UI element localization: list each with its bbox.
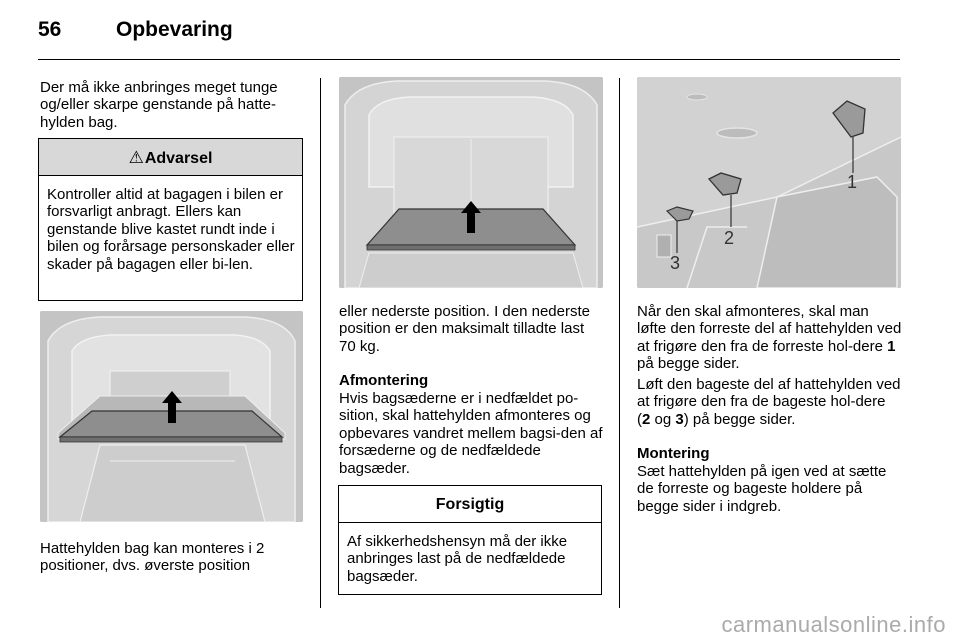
- removal-rear-paragraph: Løft den bageste del af hattehylden ved at frigøre den fra de bageste hol-dere (2 og 3) på begge sider.: [637, 376, 901, 428]
- warning-title: Advarsel: [144, 150, 213, 167]
- caution-header: Forsigtig: [339, 486, 601, 523]
- afmontering-heading: Afmontering: [339, 372, 429, 389]
- removal-front-paragraph: Når den skal afmonteres, skal man løfte den forreste del af hattehylden ved at frigøre den fra de forreste hol-dere 1 på begge sider.: [637, 303, 902, 373]
- caution-box: [338, 485, 602, 595]
- warning-icon: ⚠: [128, 148, 144, 167]
- page-title: Opbevaring: [116, 18, 233, 41]
- column-divider-2: [619, 78, 620, 608]
- watermark: carmanualsonline.info: [721, 612, 946, 637]
- montering-paragraph: Sæt hattehylden på igen ved at sætte de forreste og bageste holdere på begge sider i indgreb.: [637, 463, 887, 515]
- page-number: 56: [38, 18, 62, 41]
- intro-paragraph: Der må ikke anbringes meget tunge og/eller skarpe genstande på hatte-hylden bag.: [40, 79, 278, 131]
- column-divider-1: [320, 78, 321, 608]
- montering-heading: Montering: [637, 445, 710, 462]
- position-limit-paragraph: eller nederste position. I den nederste position er den maksimalt tilladte last 70 kg.: [339, 303, 590, 355]
- positions-paragraph: Hattehylden bag kan monteres i 2 positioner, dvs. øverste position: [40, 540, 265, 575]
- warning-box: [38, 138, 303, 301]
- header-rule: [38, 59, 900, 60]
- callout-2: 2: [724, 228, 735, 248]
- callout-1: 1: [847, 172, 858, 192]
- warning-header: [39, 139, 302, 176]
- cargo-shelf-upper-illustration: [40, 311, 303, 522]
- caution-body: Af sikkerhedshensyn må der ikke anbringes last på de nedfældede bagsæder.: [347, 533, 568, 585]
- callout-3: 3: [670, 253, 681, 273]
- afmontering-paragraph: Hvis bagsæderne er i nedfældet po-sition, skal hattehylden afmonteres og opbevares vandret mellem bagsi-den af forsæderne og de nedfældede bagsæder.: [339, 390, 603, 477]
- shelf-holders-illustration: [637, 77, 901, 288]
- warning-body: Kontroller altid at bagagen i bilen er forsvarligt anbragt. Ellers kan genstande blive kastet rundt inde i bilen og forårsage personskader eller skader på bagagen eller bi-len.: [47, 186, 295, 273]
- cargo-shelf-lower-illustration: [339, 77, 603, 288]
